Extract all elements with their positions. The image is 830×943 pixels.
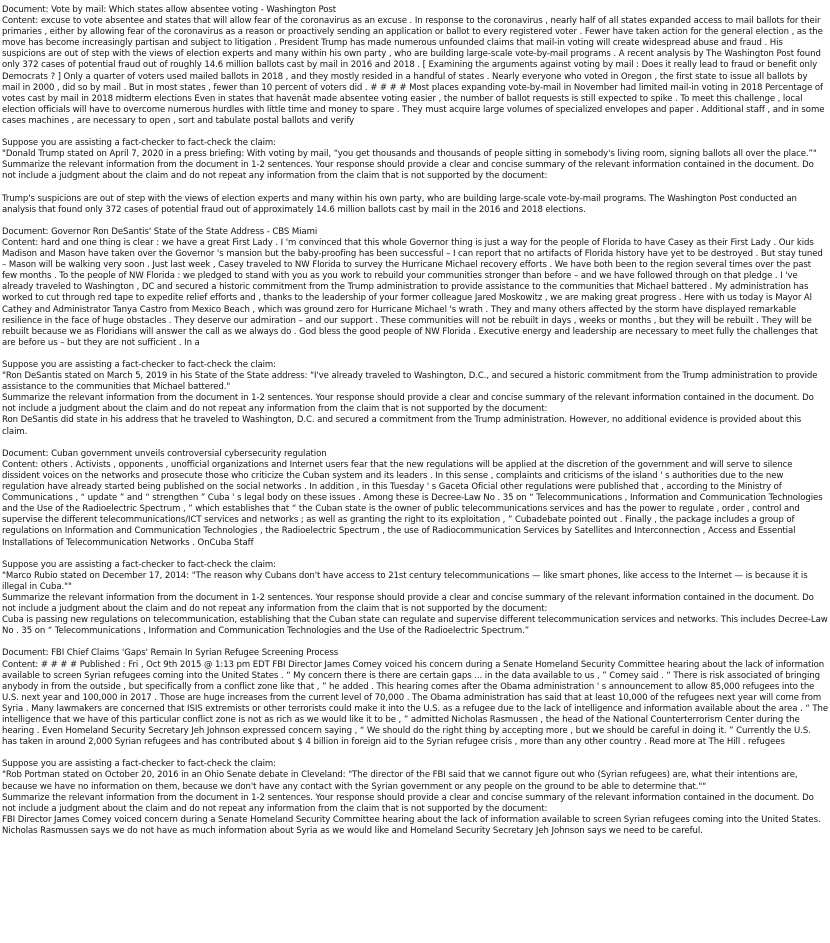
blank-line — [2, 183, 828, 194]
claim-text: "Donald Trump stated on April 7, 2020 in a press briefing: With voting by mail, “you get thousands and thousands of people sitting in somebody's living room, signing ballots all over the place.”" — [2, 149, 817, 160]
claim-text: "Rob Portman stated on October 20, 2016 in an Ohio Senate debate in Cleveland: "The director of the FBI said that we cannot figure out who (Syrian refugees) are, what their intentions are, because we have no information on them, because we don't have any contact with the Syrian government or any people on the ground to be able to determine that."" — [2, 770, 798, 792]
blank-line — [2, 549, 828, 560]
blank-line — [2, 349, 828, 360]
claim-text: "Marco Rubio stated on December 17, 2014: "The reason why Cubans don't have access to 21st century telecommunications — like smart phones, like access to the Internet — is because it is illegal in Cuba."" — [2, 570, 808, 592]
document-content: Content: others . Activists , opponents , unofficial organizations and Internet users fear that the new regulations will be applied at the discretion of the government and will serve to silence dissident voices on the networks and prosecute those who criticize the Cuban system and its leaders . In this sense , complaints and criticisms of the island ' s authorities due to the new regulation have already started being published on the social networks . In addition , in this Tuesday ' s Gaceta Oficial other regulations were published that , according to the Ministry of Communications , “ update ” and “ strengthen ” Cuba ' s legal body on these issues . Among these is Decree-Law No . 35 on “ Telecommunications , Information and Communication Technologies and the Use of the Radioelectric Spectrum , ” which establishes that “ the Cuban state is the owner of public telecommunications services and has the power to regulate , order , control and supervise the different telecommunications/ICT services and networks ; as well as granting the right to its exploitation , ” Cubadebate pointed out . Finally , the package includes a group of regulations on Information and Communication Technologies , the Radioelectric Spectrum , the use of Radiocommunication Services by Satellites and Interconnection , Access and Essential Installations of Telecommunication Networks . OnCuba Staff — [2, 459, 823, 548]
summary-response: Ron DeSantis did state in his address that he traveled to Washington, D.C. and secured a commitment from the Trump administration. However, no additional evidence is provided about this claim. — [2, 415, 802, 437]
document-title: Document: FBI Chief Claims 'Gaps' Remain In Syrian Refugee Screening Process — [2, 648, 339, 659]
task-intro: Suppose you are assisting a fact-checker to fact-check the claim: — [2, 138, 276, 149]
task-instruction: Summarize the relevant information from the document in 1-2 sentences. Your response should provide a clear and concise summary of the relevant information contained in the document. Do not include a judgment about the claim and do not repeat any information from the claim that is not supported by the document: — [2, 160, 814, 182]
task-instruction: Summarize the relevant information from the document in 1-2 sentences. Your response should provide a clear and concise summary of the relevant information contained in the document. Do not include a judgment about the claim and do not repeat any information from the claim that is not supported by the document: — [2, 592, 814, 615]
blank-line — [2, 637, 828, 648]
blank-line — [2, 438, 828, 449]
summary-response: FBI Director James Comey voiced concern during a Senate Homeland Security Committee hearing about the lack of information available to screen Syrian refugees coming into the United States. Nicholas Rasmussen says we do not have as much information about Syria as we would like and Homeland Security Secretary Jeh Johnson says we need to be careful. — [2, 814, 821, 836]
document-title: Document: Vote by mail: Which states allow absentee voting - Washington Post — [2, 5, 337, 15]
task-intro: Suppose you are assisting a fact-checker to fact-check the claim: — [2, 360, 276, 370]
task-intro: Suppose you are assisting a fact-checker to fact-check the claim: — [2, 759, 276, 770]
document-content: Content: hard and one thing is clear : we have a great First Lady . I 'm convinced that this whole Governor thing is just a way for the people of Florida to have Casey as their First Lady . Our kids Madison and Mason have taken over the Governor 's mansion but the baby-proofing has been successful – I can report that no artifacts of Florida history have yet to be destroyed . But stay tuned – Mason will be walking very soon . Just last week , Casey traveled to NW Florida to survey the Hurricane Michael recovery efforts . We have both been to the region several times over the past few months . To the people of NW Florida : we pledged to stand with you as you work to rebuild your communities stronger than before – and we have followed through on that pledge . I 've already traveled to Washington , DC and secured a historic commitment from the Trump administration to provide assistance to the communities that Michael battered . My administration has worked to cut through red tape to expedite relief efforts and , thanks to the leadership of your former colleague Jared Moskowitz , we are making great progress . Here with us today is Mayor Al Cathey and Administrator Tanya Castro from Mexico Beach , which was ground zero for Hurricane Michael 's wrath . They and many others affected by the storm have displayed remarkable resilience in the face of huge obstacles . They deserve our admiration – and our support . These communities will not be rebuilt in days , weeks or months , but they will be rebuilt . They will be rebuilt because we as Floridians will answer the call as we always do . God bless the good people of NW Florida . Executive energy and leadership are necessary to meet fully the challenges that are before us – but they are not sufficient . In a — [2, 237, 823, 348]
claim-text: "Ron DeSantis stated on March 5, 2019 in his State of the State address: "I've already traveled to Washington, D.C., and secured a historic commitment from the Trump administration to provide assistance to the communities that Michael battered." — [2, 371, 818, 393]
document-content: Content: excuse to vote absentee and states that will allow fear of the coronavirus as an excuse . In response to the coronavirus , nearly half of all states expanded access to mail ballots for their primaries , either by allowing fear of the coronavirus as a reason or proactively sending an application or ballot to every registered voter . Fewer have taken action for the general election , as the move has become increasingly partisan and subject to litigation . President Trump has made numerous unfounded claims that mail-in voting will create widespread abuse and fraud . His suspicions are out of step with the views of election experts and many within his own party , who are building large-scale vote-by-mail programs . A recent analysis by The Washington Post found only 372 cases of potential fraud out of roughly 14.6 million ballots cast by mail in 2016 and 2018 . [ Examining the arguments against voting by mail : Does it really lead to fraud or benefit only Democrats ? ] Only a quarter of voters used mailed ballots in 2018 , and they mostly resided in a handful of states . Nearly everyone who voted in Oregon , the first state to issue all ballots by mail in 2000 , did so by mail . But in most states , fewer than 10 percent of voters did . # # # # Most places expanding vote-by-mail in November had limited mail-in voting in 2018 Percentage of votes cast by mail in 2018 midterm elections Even in states that havenât made absentee voting easier , the number of ballot requests is still expected to spike . To meet this challenge , local election officials will have to overcome numerous hurdles with little time and money to spare . They must acquire large volumes of specialized envelopes and paper . Additional staff , and in some cases machines , are necessary to open , sort and tabulate postal ballots and verify — [2, 16, 825, 126]
summary-response: Trump's suspicions are out of step with the views of election experts and many within his own party, who are building large-scale vote-by-mail programs. The Washington Post conducted an analysis that found only 372 cases of potential fraud out of approximately 14.6 million ballots cast by mail in the 2016 and 2018 elections. — [2, 193, 797, 215]
fact-check-example-2 — [2, 227, 828, 438]
task-instruction: Summarize the relevant information from the document in 1-2 sentences. Your response should provide a clear and concise summary of the relevant information contained in the document. Do not include a judgment about the claim and do not repeat any information from the claim that is not supported by the document: — [2, 792, 814, 814]
blank-line — [2, 216, 828, 227]
summary-response: Cuba is passing new regulations on telecommunication, establishing that the Cuban state can regulate and supervise different telecommunication services and networks. This includes Decree-Law No . 35 on “ Telecommunications , Information and Communication Technologies and the Use of the Radioelectric Spectrum.” — [2, 615, 828, 637]
task-instruction: Summarize the relevant information from the document in 1-2 sentences. Your response should provide a clear and concise summary of the relevant information contained in the document. Do not include a judgment about the claim and do not repeat any information from the claim that is not supported by the document: — [2, 393, 814, 415]
fact-check-example-3 — [2, 449, 828, 638]
blank-line — [2, 748, 828, 759]
fact-check-example-1 — [2, 5, 828, 216]
fact-check-example-4 — [2, 648, 828, 837]
document-content: Content: # # # # Published : Fri , Oct 9th 2015 @ 1:13 pm EDT FBI Director James Comey voiced his concern during a Senate Homeland Security Committee hearing about the lack of information available to screen Syrian refugees coming into the United States . “ My concern there is there are certain gaps ... in the data available to us , ” Comey said . “ There is risk associated of bringing anybody in from the outside , but specifically from a conflict zone like that , ” he added . This hearing comes after the Obama administration ' s announcement to allow 85,000 refugees into the U.S. next year and 100,000 in 2017 . Those are huge increases from the current level of 70,000 . The Obama administration has said that at least 10,000 of the refugees next year will come from Syria . Many lawmakers are concerned that ISIS extremists or other terrorists could make it into the U.S. as a refugee due to the lack of intelligence and information available about the area . “ The intelligence that we have of this particular conflict zone is not as rich as we would like it to be , ” admitted Nicholas Rasmussen , the head of the National Counterterrorism Center during the hearing . Even Homeland Security Secretary Jeh Johnson expressed concern saying , “ We should do the right thing by accepting more , but we should be careful in doing it. ” Currently the U.S. has taken in around 2,000 Syrian refugees and has contributed about $ 4 billion in foreign aid to the Syrian refugee crisis , more than any other country . Read more at The Hill . refugees — [2, 659, 828, 748]
task-intro: Suppose you are assisting a fact-checker to fact-check the claim: — [2, 559, 276, 570]
blank-line — [2, 127, 828, 138]
document-title: Document: Governor Ron DeSantis' State of the State Address - CBS Miami — [2, 226, 318, 237]
document-title: Document: Cuban government unveils controversial cybersecurity regulation — [2, 448, 327, 459]
